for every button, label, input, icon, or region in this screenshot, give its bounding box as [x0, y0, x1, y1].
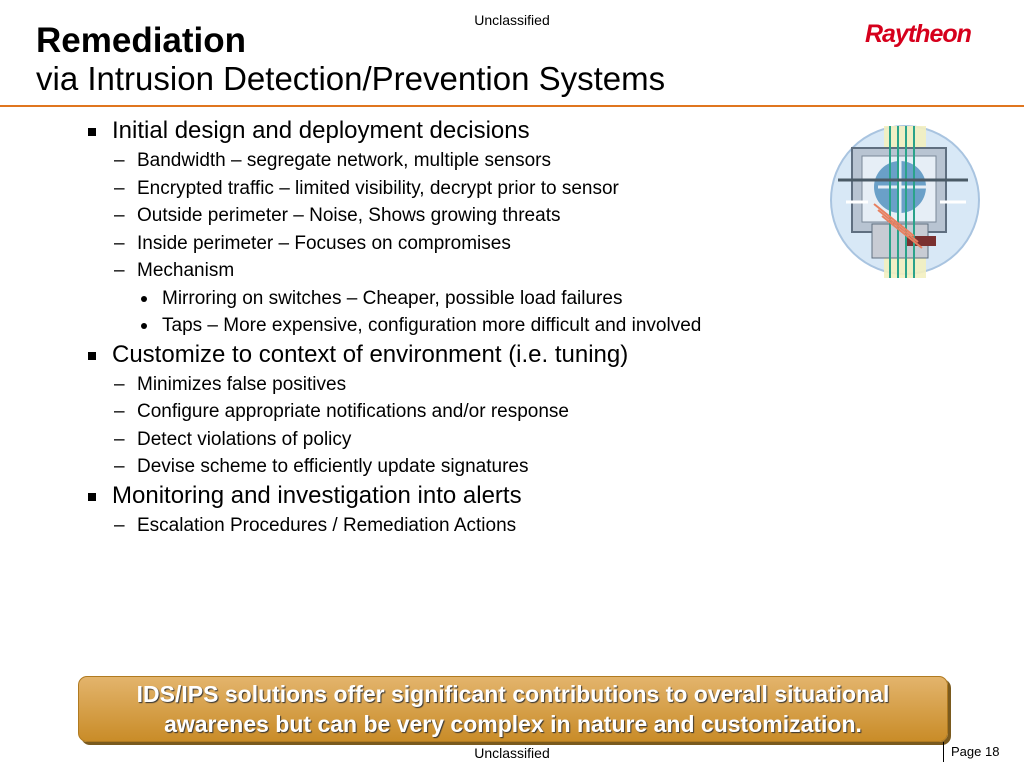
dash-bullet-icon: – [114, 177, 125, 199]
raytheon-logo: Raytheon [865, 20, 971, 48]
bullet-list [86, 116, 846, 539]
sub-bullet-text: Encrypted traffic – limited visibility, decrypt prior to sensor [137, 177, 619, 199]
sub-bullet [86, 453, 846, 481]
sub-bullet-text: Detect violations of policy [137, 428, 352, 450]
dash-bullet-icon: – [114, 373, 125, 395]
sub-bullet [86, 512, 846, 540]
dot-bullet-icon [141, 296, 147, 302]
summary-callout [78, 676, 948, 742]
sub-sub-bullet-text: Taps – More expensive, configuration more difficult and involved [162, 315, 702, 336]
dash-bullet-icon: – [114, 514, 125, 536]
dash-bullet-icon: – [114, 150, 125, 171]
dot-bullet-icon [141, 323, 147, 329]
sub-bullet [86, 175, 846, 203]
square-bullet-icon [88, 128, 96, 136]
square-bullet-icon [88, 352, 96, 360]
slide-title: Remediation [36, 21, 247, 60]
dash-bullet-icon: – [114, 232, 125, 254]
dash-bullet-icon: – [114, 456, 125, 477]
dash-bullet-icon: – [114, 401, 125, 422]
classification-top: Unclassified [474, 12, 550, 28]
sub-bullet-text: Devise scheme to efficiently update signatures [137, 456, 529, 477]
sub-bullet [86, 426, 846, 454]
dash-bullet-icon: – [114, 428, 125, 450]
page-divider [943, 742, 944, 762]
sub-bullet [86, 230, 846, 258]
classification-bottom: Unclassified [474, 745, 550, 761]
square-bullet-icon [88, 493, 96, 501]
sub-bullet-text: Bandwidth – segregate network, multiple sensors [137, 150, 552, 171]
slide-subtitle: via Intrusion Detection/Prevention Systems [36, 60, 666, 97]
sub-sub-bullet [86, 285, 846, 313]
sub-sub-bullet-text: Mirroring on switches – Cheaper, possible load failures [162, 287, 623, 309]
bullet-text: Customize to context of environment (i.e. tuning) [112, 340, 629, 368]
bullet-1 [86, 116, 846, 146]
bullet-3 [86, 481, 846, 511]
sub-bullet [86, 147, 846, 175]
sub-bullet [86, 202, 846, 230]
sub-bullet-text: Escalation Procedures / Remediation Actions [137, 514, 517, 536]
network-monitor-illustration [828, 124, 982, 280]
dash-bullet-icon: – [114, 205, 125, 226]
callout-text: IDS/IPS solutions offer significant contributions to overall situational awarenes but can be very complex in nature and customization. [136, 681, 890, 737]
sub-bullet [86, 398, 846, 426]
sub-bullet [86, 257, 846, 285]
bullet-text: Monitoring and investigation into alerts [112, 481, 522, 509]
sub-bullet-text: Outside perimeter – Noise, Shows growing threats [137, 205, 561, 226]
dash-bullet-icon: – [114, 260, 125, 281]
page-number: Page 18 [951, 744, 1000, 759]
sub-bullet [86, 371, 846, 399]
sub-bullet-text: Configure appropriate notifications and/or response [137, 401, 569, 422]
bullet-text: Initial design and deployment decisions [112, 117, 530, 144]
sub-sub-bullet [86, 312, 846, 340]
bullet-2 [86, 340, 846, 370]
title-divider [0, 105, 1024, 107]
sub-bullet-text: Inside perimeter – Focuses on compromises [137, 232, 511, 254]
sub-bullet-text: Minimizes false positives [137, 373, 347, 395]
sub-bullet-text: Mechanism [137, 260, 235, 281]
